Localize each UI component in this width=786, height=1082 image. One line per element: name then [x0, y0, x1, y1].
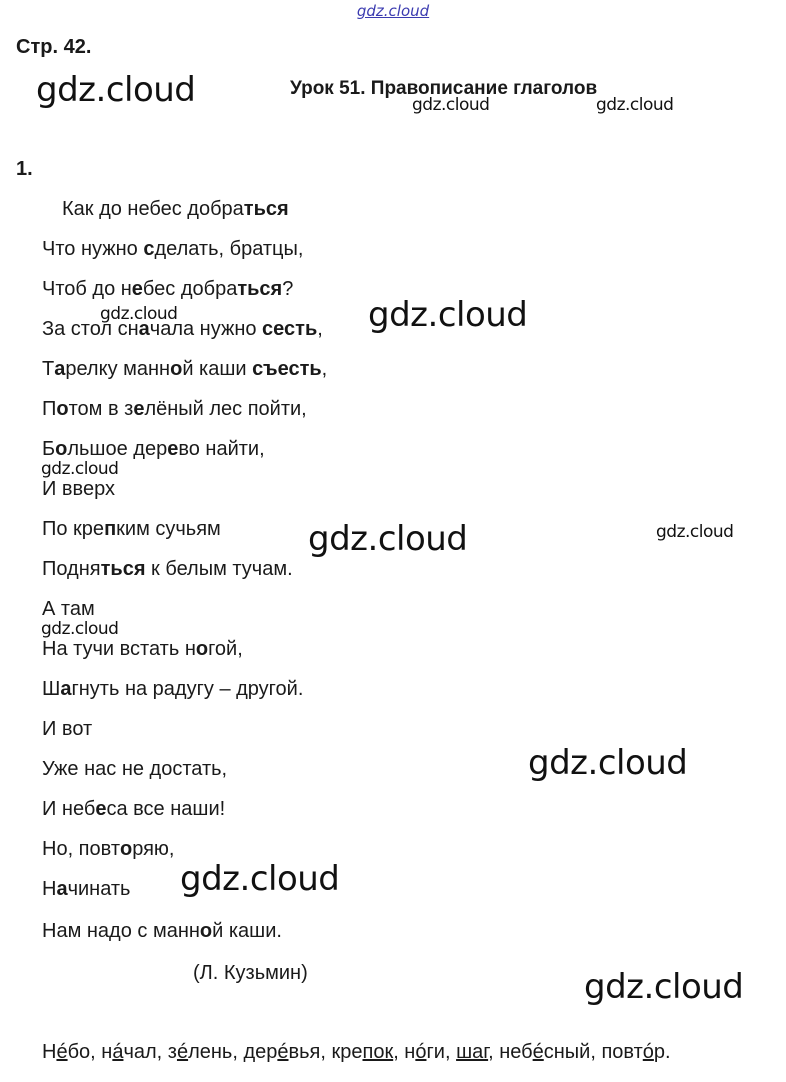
poem-line	[42, 318, 323, 341]
text-segment: п	[104, 518, 117, 540]
text-segment: лень, дер	[188, 1041, 278, 1063]
text-segment: к белым тучам.	[145, 558, 293, 580]
lesson-title: Урок 51. Правописание глаголов	[290, 78, 598, 99]
poem-line	[42, 518, 221, 541]
text-segment: И вверх	[42, 478, 115, 500]
text-segment: По кре	[42, 518, 105, 540]
poem-title	[62, 198, 289, 221]
text-segment: Чтоб до н	[42, 278, 132, 300]
text-segment: Ш	[42, 678, 61, 700]
poem-line	[42, 758, 227, 781]
text-segment: ?	[282, 278, 294, 300]
text-segment: , неб	[488, 1041, 533, 1063]
text-segment: ,	[317, 318, 323, 340]
text-segment: а	[138, 318, 150, 340]
text-segment: á	[112, 1041, 124, 1063]
text-segment: во найти,	[178, 438, 265, 460]
text-segment: льшое дер	[67, 438, 168, 460]
words-with-stress	[42, 1041, 671, 1064]
poem-line	[42, 358, 327, 381]
text-segment: о	[56, 398, 69, 420]
text-segment: е	[95, 798, 107, 820]
text-segment: Но, повт	[42, 838, 120, 860]
watermark: gdz.cloud	[100, 304, 178, 324]
text-segment: с	[143, 238, 155, 260]
watermark: gdz.cloud	[412, 95, 490, 115]
text-segment: ться	[100, 558, 146, 580]
poem-line	[42, 438, 265, 461]
poem-line	[42, 838, 175, 861]
text-segment: ó	[642, 1041, 654, 1063]
poem-line	[42, 598, 95, 621]
text-segment: А там	[42, 598, 95, 620]
text-segment: о	[119, 838, 133, 860]
text-segment: é	[532, 1041, 544, 1063]
watermark-top[interactable]: gdz.cloud	[356, 2, 430, 20]
watermark: gdz.cloud	[584, 967, 744, 1007]
text-segment: вья, кре	[288, 1041, 363, 1063]
text-segment: а	[56, 878, 68, 900]
text-segment: Подня	[42, 558, 101, 580]
text-segment: о	[195, 638, 209, 660]
text-segment: е	[167, 438, 179, 460]
text-segment: ться	[237, 278, 283, 300]
page-number: Стр. 42.	[16, 36, 92, 58]
exercise-number: 1.	[16, 158, 33, 180]
text-segment: о	[170, 358, 183, 380]
text-segment: а	[60, 678, 72, 700]
text-segment: чал, з	[123, 1041, 177, 1063]
text-segment: Что нужно	[42, 238, 144, 260]
text-segment: е	[131, 278, 143, 300]
text-segment: бо, н	[67, 1041, 113, 1063]
text-segment: Н	[42, 1041, 57, 1063]
watermark: gdz.cloud	[180, 859, 340, 899]
text-segment: о	[199, 920, 213, 942]
text-segment: о	[55, 438, 68, 460]
watermark: gdz.cloud	[36, 70, 196, 110]
poem-line	[42, 238, 303, 261]
text-segment: Б	[42, 438, 56, 460]
text-segment: На тучи встать н	[42, 638, 196, 660]
text-segment: ряю,	[132, 838, 175, 860]
text-segment: том в з	[68, 398, 134, 420]
watermark: gdz.cloud	[41, 459, 119, 479]
text-segment: ги,	[426, 1041, 457, 1063]
poem-line	[42, 278, 293, 301]
text-segment: съесть	[252, 358, 322, 380]
text-segment: релку манн	[65, 358, 171, 380]
text-segment: , н	[393, 1041, 416, 1063]
text-segment: Нам надо с манн	[42, 920, 200, 942]
text-segment: ться	[243, 198, 289, 220]
text-segment: пок	[362, 1041, 394, 1063]
text-segment: гнуть на радугу – другой.	[71, 678, 304, 700]
poem-line	[42, 678, 303, 701]
poem-author: (Л. Кузьмин)	[193, 962, 308, 984]
text-segment: И неб	[42, 798, 96, 820]
text-segment: За стол сн	[42, 318, 139, 340]
poem-line	[42, 718, 92, 741]
text-segment: Как до небес добра	[62, 198, 244, 220]
poem-line	[42, 638, 243, 661]
text-segment: ó	[415, 1041, 427, 1063]
poem-line	[42, 798, 225, 821]
text-segment: чала нужно	[149, 318, 263, 340]
text-segment: И вот	[42, 718, 93, 740]
text-segment: Т	[42, 358, 55, 380]
text-segment: гой,	[208, 638, 243, 660]
text-segment: П	[42, 398, 57, 420]
poem-line	[42, 478, 115, 501]
text-segment: é	[56, 1041, 68, 1063]
text-segment: й каши	[182, 358, 253, 380]
text-segment: делать, братцы,	[154, 238, 304, 260]
watermark: gdz.cloud	[368, 295, 528, 335]
text-segment: ,	[321, 358, 328, 380]
text-segment: лёный лес пойти,	[144, 398, 307, 420]
poem-line	[42, 558, 293, 581]
text-segment: Н	[42, 878, 57, 900]
text-segment: шаг	[456, 1041, 489, 1063]
poem-line	[42, 920, 282, 943]
text-segment: Уже нас не достать,	[42, 758, 228, 780]
text-segment: бес добра	[142, 278, 238, 300]
watermark: gdz.cloud	[656, 522, 734, 542]
text-segment: é	[277, 1041, 289, 1063]
text-segment: сесть	[262, 318, 318, 340]
watermark: gdz.cloud	[41, 619, 119, 639]
watermark: gdz.cloud	[528, 743, 688, 783]
watermark: gdz.cloud	[596, 95, 674, 115]
text-segment: й каши.	[212, 920, 282, 942]
poem-line	[42, 398, 307, 421]
poem-line	[42, 878, 130, 901]
text-segment: сный, повт	[543, 1041, 643, 1063]
text-segment: чинать	[67, 878, 131, 900]
text-segment: а	[54, 358, 66, 380]
text-segment: é	[176, 1041, 189, 1063]
text-segment: са все наши!	[106, 798, 226, 820]
watermark: gdz.cloud	[308, 519, 468, 559]
text-segment: р.	[653, 1041, 671, 1063]
text-segment: е	[133, 398, 145, 420]
text-segment: ким сучьям	[116, 518, 221, 540]
